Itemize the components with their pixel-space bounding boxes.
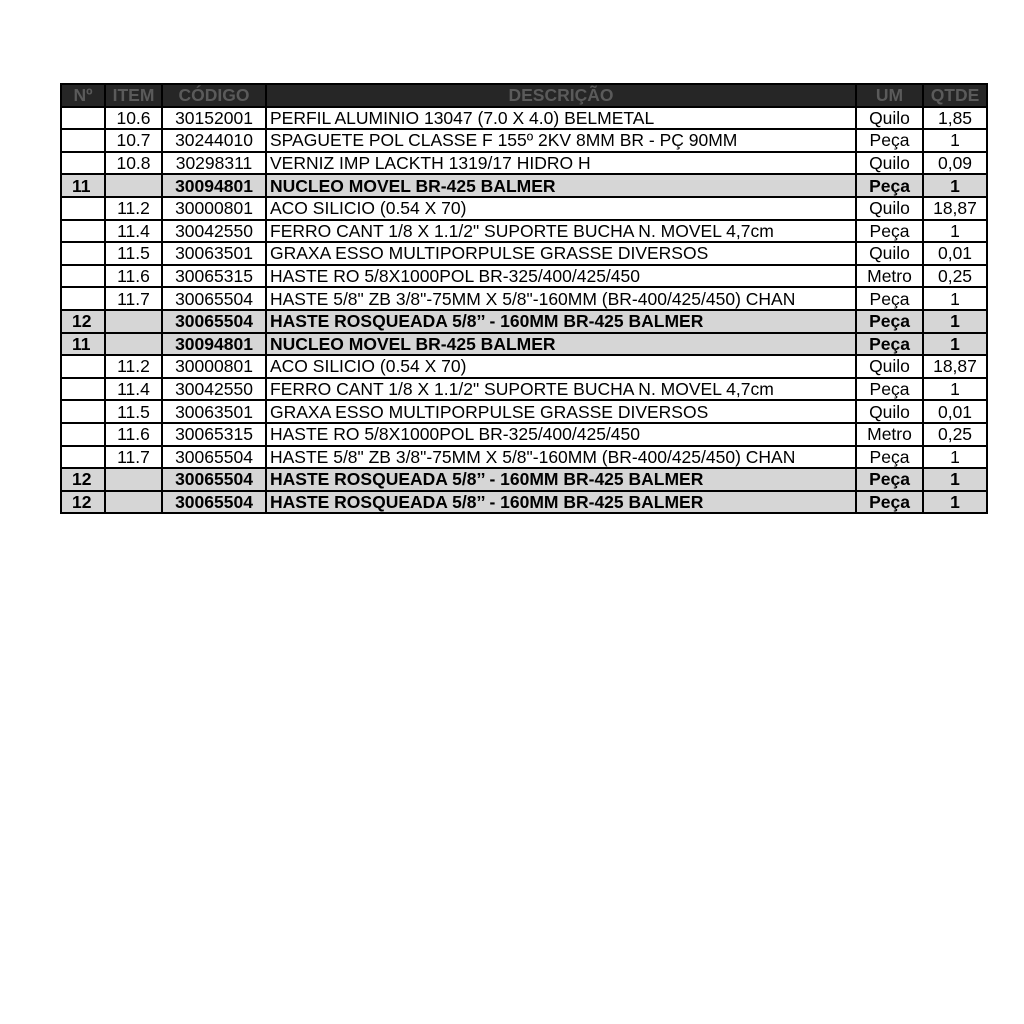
table-row [61, 355, 987, 378]
cell-um: Peça [856, 378, 923, 401]
cell-descricao: PERFIL ALUMINIO 13047 (7.0 X 4.0) BELMETAL [266, 107, 856, 130]
cell-descricao: FERRO CANT 1/8 X 1.1/2" SUPORTE BUCHA N. MOVEL 4,7cm [266, 378, 856, 401]
cell-um: Quilo [856, 400, 923, 423]
cell-um: Metro [856, 423, 923, 446]
cell-descricao: HASTE ROSQUEADA 5/8’’ - 160MM BR-425 BALMER [266, 491, 856, 514]
cell-um: Peça [856, 310, 923, 333]
cell-item: 11.6 [105, 265, 162, 288]
cell-qtde: 0,01 [923, 242, 987, 265]
cell-um: Quilo [856, 242, 923, 265]
table-row [61, 265, 987, 288]
cell-item: 11.4 [105, 378, 162, 401]
cell-codigo: 30244010 [162, 129, 266, 152]
cell-item: 10.7 [105, 129, 162, 152]
cell-no: 12 [61, 491, 105, 514]
header-codigo: CÓDIGO [162, 84, 266, 107]
materials-table [60, 83, 988, 514]
cell-item: 10.6 [105, 107, 162, 130]
table-row [61, 129, 987, 152]
cell-item: 11.7 [105, 287, 162, 310]
cell-descricao: SPAGUETE POL CLASSE F 155º 2KV 8MM BR - PÇ 90MM [266, 129, 856, 152]
table-body [61, 107, 987, 514]
cell-descricao: FERRO CANT 1/8 X 1.1/2" SUPORTE BUCHA N. MOVEL 4,7cm [266, 220, 856, 243]
cell-qtde: 1 [923, 129, 987, 152]
cell-no [61, 197, 105, 220]
cell-um: Peça [856, 468, 923, 491]
cell-no [61, 378, 105, 401]
cell-um: Peça [856, 174, 923, 197]
table-row [61, 378, 987, 401]
cell-um: Peça [856, 446, 923, 469]
cell-item: 11.7 [105, 446, 162, 469]
table-row [61, 197, 987, 220]
table-row [61, 287, 987, 310]
cell-descricao: NUCLEO MOVEL BR-425 BALMER [266, 174, 856, 197]
cell-qtde: 0,01 [923, 400, 987, 423]
cell-no: 11 [61, 333, 105, 356]
cell-no [61, 242, 105, 265]
cell-descricao: VERNIZ IMP LACKTH 1319/17 HIDRO H [266, 152, 856, 175]
cell-no [61, 107, 105, 130]
cell-codigo: 30065315 [162, 265, 266, 288]
cell-qtde: 1 [923, 310, 987, 333]
header-qtde: QTDE [923, 84, 987, 107]
cell-codigo: 30042550 [162, 220, 266, 243]
header-no: Nº [61, 84, 105, 107]
cell-codigo: 30063501 [162, 242, 266, 265]
group-row [61, 491, 987, 514]
cell-qtde: 1 [923, 446, 987, 469]
table-row [61, 446, 987, 469]
cell-no: 11 [61, 174, 105, 197]
table-row [61, 152, 987, 175]
cell-um: Metro [856, 265, 923, 288]
cell-um: Quilo [856, 355, 923, 378]
cell-qtde: 1 [923, 174, 987, 197]
cell-codigo: 30298311 [162, 152, 266, 175]
cell-item: 11.2 [105, 197, 162, 220]
cell-codigo: 30065504 [162, 446, 266, 469]
cell-no [61, 152, 105, 175]
cell-qtde: 0,25 [923, 423, 987, 446]
cell-qtde: 1 [923, 468, 987, 491]
cell-codigo: 30094801 [162, 333, 266, 356]
cell-item: 11.5 [105, 400, 162, 423]
cell-qtde: 1 [923, 491, 987, 514]
cell-codigo: 30063501 [162, 400, 266, 423]
cell-item: 11.2 [105, 355, 162, 378]
cell-item: 10.8 [105, 152, 162, 175]
cell-no [61, 287, 105, 310]
cell-qtde: 1,85 [923, 107, 987, 130]
cell-qtde: 1 [923, 333, 987, 356]
cell-um: Peça [856, 220, 923, 243]
cell-codigo: 30152001 [162, 107, 266, 130]
table-header-row [61, 84, 987, 107]
cell-codigo: 30042550 [162, 378, 266, 401]
bill-of-materials-sheet [60, 83, 986, 514]
cell-descricao: HASTE ROSQUEADA 5/8’’ - 160MM BR-425 BALMER [266, 310, 856, 333]
cell-descricao: HASTE ROSQUEADA 5/8’’ - 160MM BR-425 BALMER [266, 468, 856, 491]
cell-codigo: 30065504 [162, 310, 266, 333]
cell-item [105, 468, 162, 491]
cell-descricao: HASTE 5/8" ZB 3/8"-75MM X 5/8"-160MM (BR-400/425/450) CHAN [266, 446, 856, 469]
cell-no [61, 355, 105, 378]
cell-um: Quilo [856, 197, 923, 220]
table-row [61, 107, 987, 130]
header-um: UM [856, 84, 923, 107]
cell-descricao: NUCLEO MOVEL BR-425 BALMER [266, 333, 856, 356]
table-row [61, 242, 987, 265]
cell-descricao: ACO SILICIO (0.54 X 70) [266, 197, 856, 220]
cell-item: 11.4 [105, 220, 162, 243]
cell-qtde: 1 [923, 378, 987, 401]
cell-codigo: 30000801 [162, 355, 266, 378]
header-item: ITEM [105, 84, 162, 107]
cell-qtde: 1 [923, 220, 987, 243]
cell-no [61, 220, 105, 243]
cell-item: 11.5 [105, 242, 162, 265]
group-row [61, 468, 987, 491]
cell-codigo: 30065315 [162, 423, 266, 446]
group-row [61, 333, 987, 356]
cell-qtde: 0,09 [923, 152, 987, 175]
cell-descricao: HASTE RO 5/8X1000POL BR-325/400/425/450 [266, 423, 856, 446]
cell-codigo: 30065504 [162, 468, 266, 491]
table-row [61, 400, 987, 423]
cell-descricao: GRAXA ESSO MULTIPORPULSE GRASSE DIVERSOS [266, 400, 856, 423]
cell-codigo: 30065504 [162, 491, 266, 514]
cell-item [105, 174, 162, 197]
cell-no [61, 446, 105, 469]
cell-qtde: 1 [923, 287, 987, 310]
cell-descricao: ACO SILICIO (0.54 X 70) [266, 355, 856, 378]
header-descricao: DESCRIÇÃO [266, 84, 856, 107]
table-row [61, 220, 987, 243]
cell-codigo: 30065504 [162, 287, 266, 310]
cell-descricao: GRAXA ESSO MULTIPORPULSE GRASSE DIVERSOS [266, 242, 856, 265]
cell-codigo: 30000801 [162, 197, 266, 220]
cell-um: Peça [856, 287, 923, 310]
cell-item [105, 310, 162, 333]
cell-um: Peça [856, 491, 923, 514]
cell-no [61, 423, 105, 446]
cell-qtde: 18,87 [923, 197, 987, 220]
cell-no [61, 265, 105, 288]
cell-qtde: 18,87 [923, 355, 987, 378]
cell-no: 12 [61, 310, 105, 333]
cell-um: Peça [856, 333, 923, 356]
cell-um: Quilo [856, 152, 923, 175]
cell-um: Quilo [856, 107, 923, 130]
cell-item [105, 491, 162, 514]
cell-item: 11.6 [105, 423, 162, 446]
cell-no: 12 [61, 468, 105, 491]
group-row [61, 174, 987, 197]
cell-no [61, 129, 105, 152]
group-row [61, 310, 987, 333]
table-row [61, 423, 987, 446]
cell-qtde: 0,25 [923, 265, 987, 288]
cell-item [105, 333, 162, 356]
cell-codigo: 30094801 [162, 174, 266, 197]
cell-no [61, 400, 105, 423]
cell-um: Peça [856, 129, 923, 152]
cell-descricao: HASTE 5/8" ZB 3/8"-75MM X 5/8"-160MM (BR-400/425/450) CHAN [266, 287, 856, 310]
cell-descricao: HASTE RO 5/8X1000POL BR-325/400/425/450 [266, 265, 856, 288]
